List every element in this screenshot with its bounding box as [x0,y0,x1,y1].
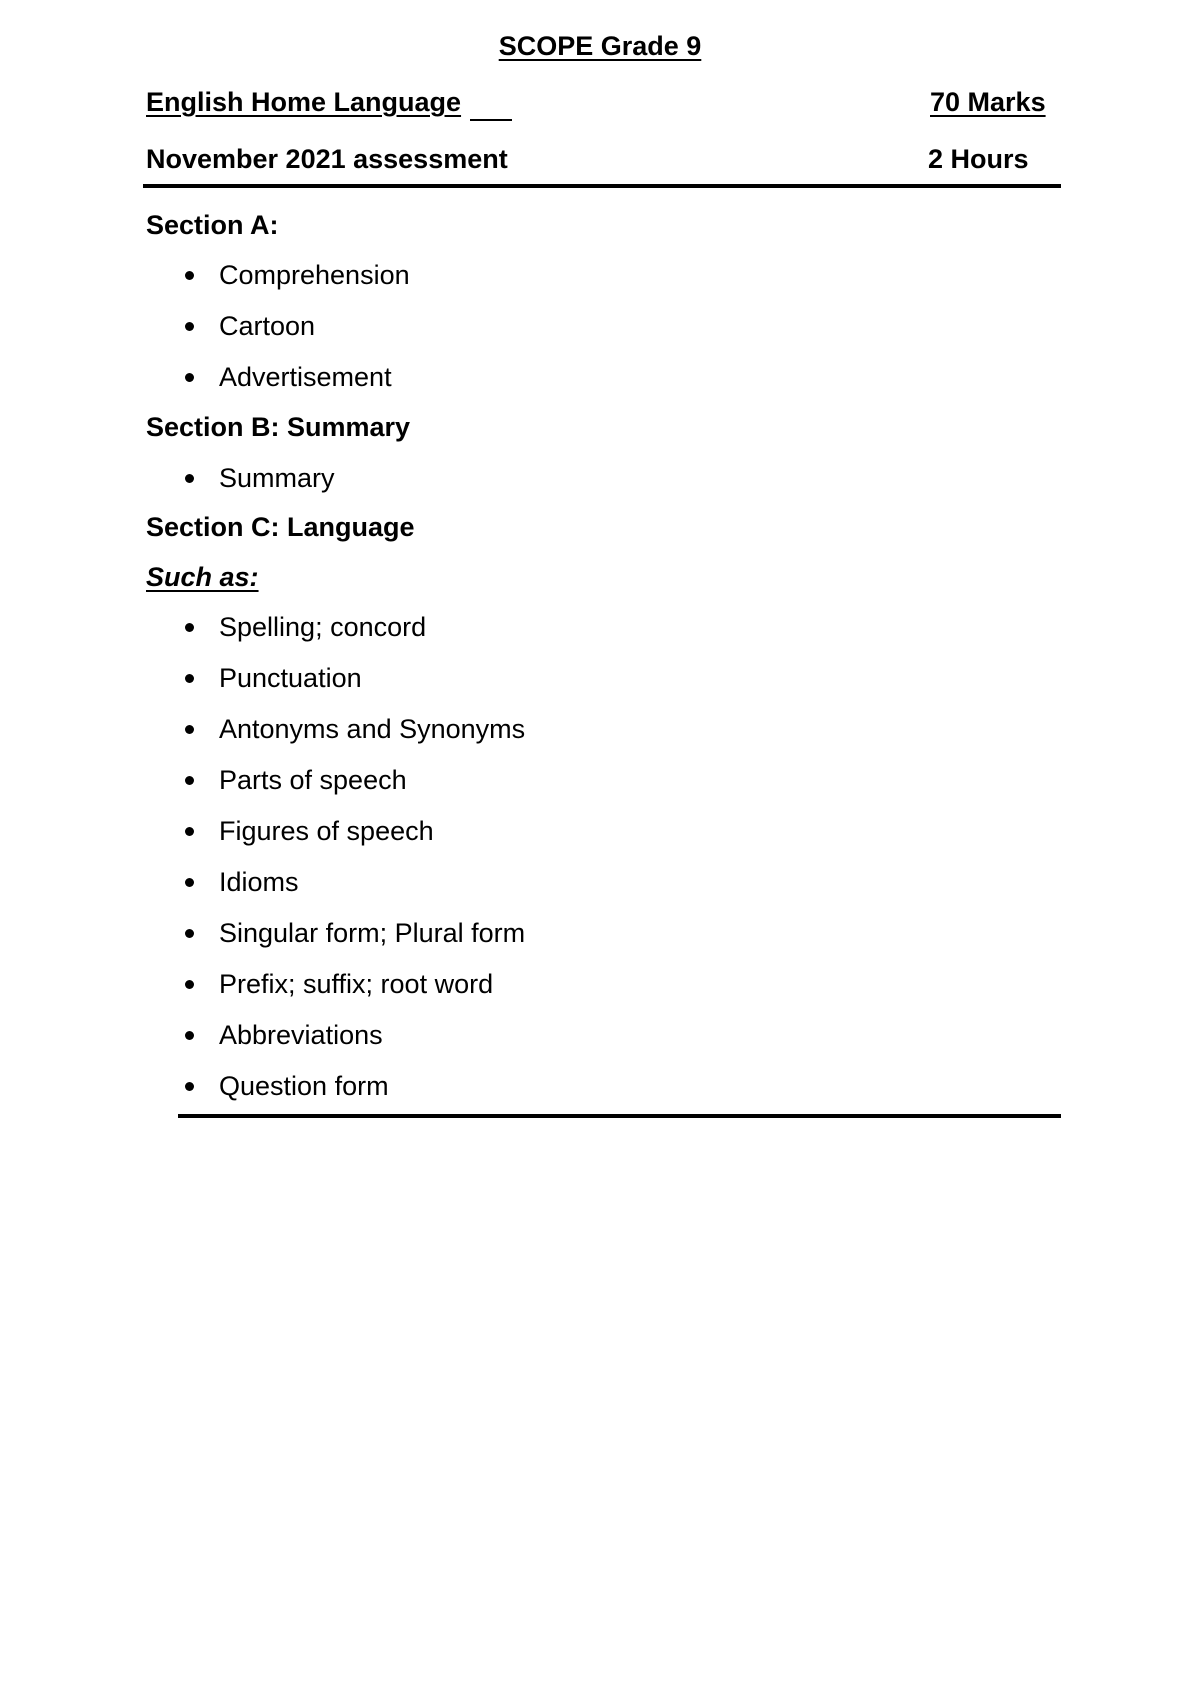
bullet-icon [185,474,194,483]
bullet-icon [185,1082,194,1091]
assessment-label: November 2021 assessment [146,144,508,174]
section-c-heading: Section C: Language [146,512,415,542]
section-c-note: Such as: [146,562,259,592]
subject-underline-extension [470,119,512,121]
bullet-icon [185,725,194,734]
bullet-icon [185,623,194,632]
bullet-icon [185,373,194,382]
section-a-heading: Section A: [146,210,279,240]
bullet-icon [185,878,194,887]
bullet-icon [185,776,194,785]
bullet-icon [185,674,194,683]
bullet-icon [185,322,194,331]
document-title-wrap [0,28,1200,64]
marks-label: 70 Marks [930,87,1046,117]
duration-label: 2 Hours [928,144,1029,174]
bullet-icon [185,929,194,938]
section-b-heading: Section B: Summary [146,412,411,442]
bullet-icon [185,980,194,989]
document-title: SCOPE Grade 9 [498,31,702,61]
bullet-icon [185,827,194,836]
bullet-icon [185,1031,194,1040]
bullet-icon [185,271,194,280]
header-divider [143,184,1061,188]
subject-label: English Home Language [146,87,462,117]
document-page: SCOPE Grade 9 English Home Language 70 Marks November 2021 assessment 2 Hours Section A: Comprehension Cartoon Advertisement Section B: Summary Summary Section C: Language Such as: Spelling; concord Punctuation Antonyms and Synonyms Parts of speech Figures of speech Idioms Singular form; Plural form Prefix; suffix; root word Abbreviations Question form [0,0,1200,1696]
footer-divider [178,1114,1061,1118]
